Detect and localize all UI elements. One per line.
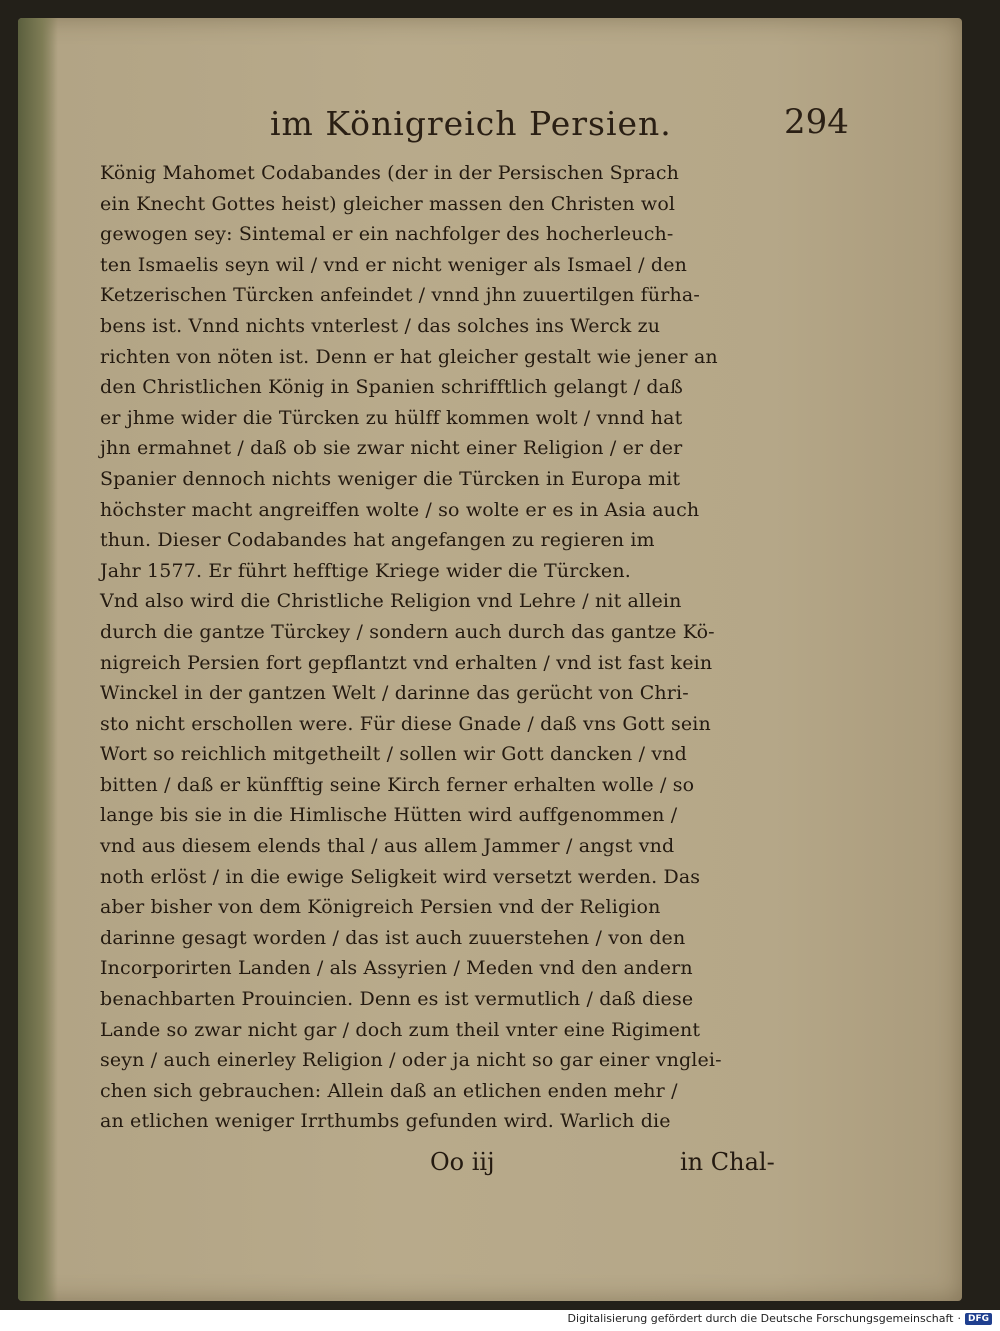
text-line: nigreich Persien fort gepflantzt vnd erhalten / vnd ist fast kein <box>100 651 713 674</box>
text-line: an etlichen weniger Irrthumbs gefunden wird. Warlich die <box>100 1110 671 1133</box>
text-line: bitten / daß er künfftig seine Kirch ferner erhalten wolle / so <box>100 773 695 796</box>
text-line: jhn ermahnet / daß ob sie zwar nicht einer Religion / er der <box>100 437 683 460</box>
catchword: in Chal- <box>680 1148 775 1176</box>
text-line: Winckel in der gantzen Welt / darinne das gerücht von Chri- <box>100 682 689 705</box>
text-line: Ketzerischen Türcken anfeindet / vnnd jhn zuuertilgen fürha- <box>100 284 700 307</box>
text-line: Incorporirten Landen / als Assyrien / Meden vnd den andern <box>100 957 693 980</box>
text-line: darinne gesagt worden / das ist auch zuuerstehen / von den <box>100 926 686 949</box>
text-line: den Christlichen König in Spanien schrifftlich gelangt / daß <box>100 376 683 399</box>
text-line: lange bis sie in die Himlische Hütten wird auffgenommen / <box>100 804 678 827</box>
running-head: im Königreich Persien. <box>270 104 672 143</box>
text-line: gewogen sey: Sintemal er ein nachfolger des hocherleuch- <box>100 223 674 246</box>
text-line: ten Ismaelis seyn wil / vnd er nicht weniger als Ismael / den <box>100 253 687 276</box>
text-line: bens ist. Vnnd nichts vnterlest / das solches ins Werck zu <box>100 314 661 337</box>
text-line: er jhme wider die Türcken zu hülff kommen wolt / vnnd hat <box>100 406 683 429</box>
text-line: seyn / auch einerley Religion / oder ja nicht so gar einer vnglei- <box>100 1049 722 1072</box>
text-line: Spanier dennoch nichts weniger die Türcken in Europa mit <box>100 467 681 490</box>
text-line: richten von nöten ist. Denn er hat gleicher gestalt wie jener an <box>100 345 718 368</box>
footer-credit: Digitalisierung gefördert durch die Deutsche Forschungsgemeinschaft · DFG <box>568 1312 992 1325</box>
page-gutter <box>18 18 58 1301</box>
body-text <box>100 158 772 1137</box>
text-line: Vnd also wird die Christliche Religion vnd Lehre / nit allein <box>100 590 682 613</box>
text-line: höchster macht angreiffen wolte / so wolte er es in Asia auch <box>100 498 700 521</box>
text-line: König Mahomet Codabandes (der in der Persischen Sprach <box>100 162 680 184</box>
text-line: noth erlöst / in die ewige Seligkeit wird versetzt werden. Das <box>100 865 701 888</box>
text-line: Jahr 1577. Er führt hefftige Kriege wider die Türcken. <box>100 559 631 582</box>
text-line: benachbarten Prouincien. Denn es ist vermutlich / daß diese <box>100 988 694 1011</box>
text-line: thun. Dieser Codabandes hat angefangen zu regieren im <box>100 529 655 552</box>
text-line: ein Knecht Gottes heist) gleicher massen den Christen wol <box>100 192 676 215</box>
text-line: Wort so reichlich mitgetheilt / sollen wir Gott dancken / vnd <box>100 743 687 766</box>
text-line: aber bisher von dem Königreich Persien vnd der Religion <box>100 896 661 919</box>
dfg-logo: DFG <box>965 1313 992 1325</box>
signature-mark: Oo iij <box>430 1148 495 1176</box>
footer-text: Digitalisierung gefördert durch die Deutsche Forschungsgemeinschaft <box>567 1312 954 1325</box>
text-line: durch die gantze Türckey / sondern auch durch das gantze Kö- <box>100 620 715 643</box>
text-line: vnd aus diesem elends thal / aus allem Jammer / angst vnd <box>100 835 675 858</box>
text-line: chen sich gebrauchen: Allein daß an etlichen enden mehr / <box>100 1079 678 1102</box>
text-line: sto nicht erschollen were. Für diese Gnade / daß vns Gott sein <box>100 712 711 735</box>
text-line: Lande so zwar nicht gar / doch zum theil vnter eine Rigiment <box>100 1018 701 1041</box>
page-number: 294 <box>784 102 849 142</box>
